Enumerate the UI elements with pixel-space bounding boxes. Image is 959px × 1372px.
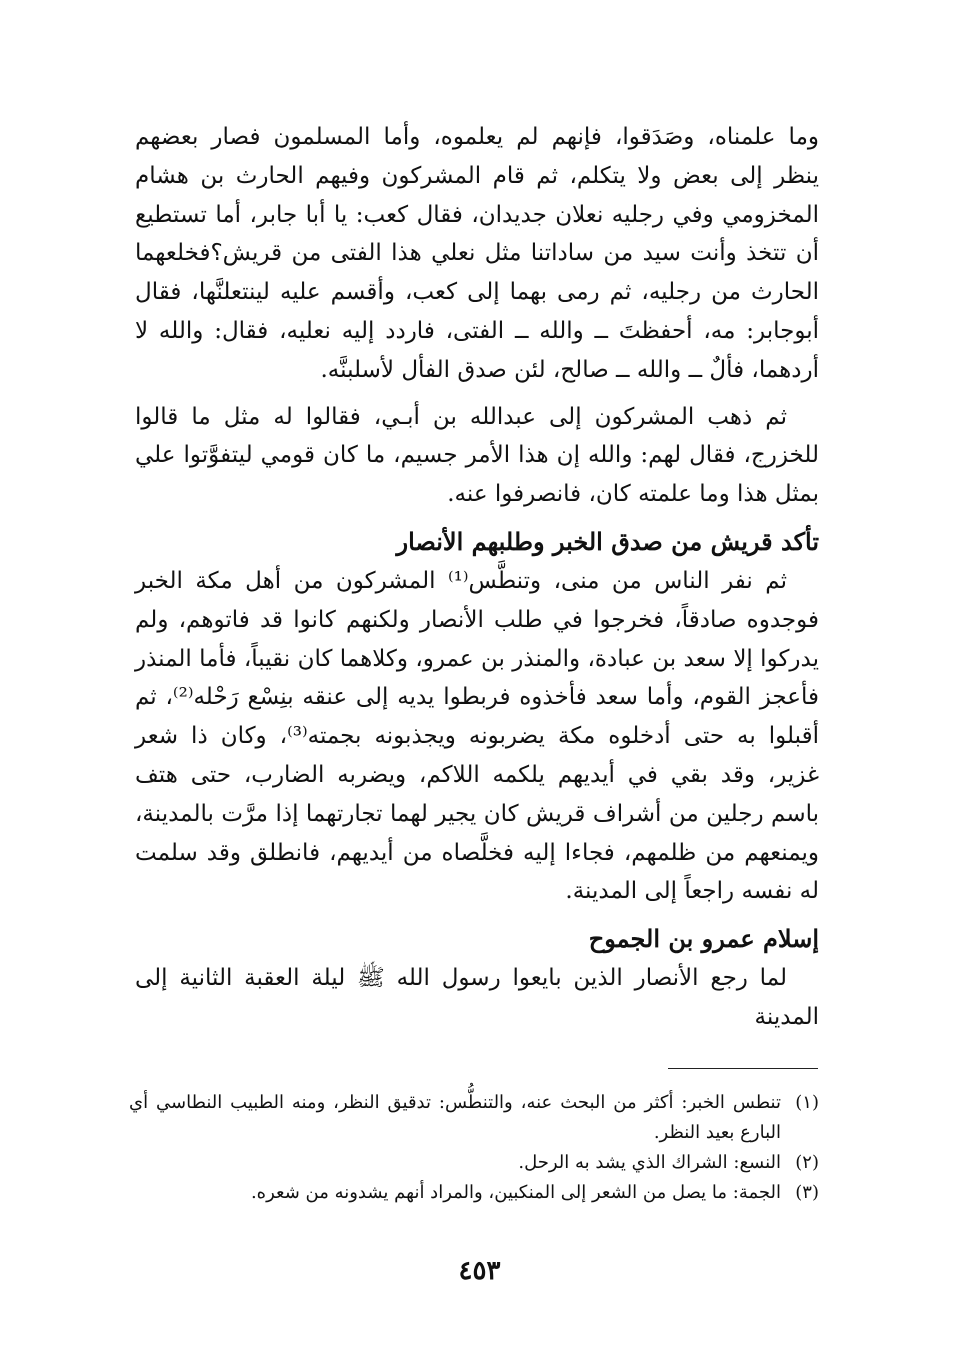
footnotes [129,1088,819,1208]
footnote-divider [668,1068,818,1069]
footnote-text: الجمة: ما يصل من الشعر إلى المنكبين، والمراد أنهم يشدونه من شعره. [250,1182,781,1203]
footnote-number: (١) [795,1092,819,1113]
section-heading-1: تأكد قريش من صدق الخبر وطلبهم الأنصار [396,526,819,556]
footnote-3 [129,1178,819,1208]
footnote-1 [129,1088,819,1148]
footnote-number: (٢) [795,1152,819,1173]
footnote-text: تنطس الخبر: أكثر من البحث عنه، والتنطُّس: تدقيق النظر، ومنه الطبيب النطاسي أي البارع بعيد النظر. [129,1092,781,1143]
paragraph-2: ثم ذهب المشركون إلى عبدالله بن أبـي، فقالوا له مثل ما قالوا للخزرج، فقال لهم: والله إن هذا الأمر جسيم، ما كان قومي ليتفوَّتوا علي بمثل هذا وما علمته كان، فانصرفوا عنه. [135,403,819,508]
footnote-number: (٣) [795,1182,819,1203]
section-heading-2: إسلام عمرو بن الجموح [588,924,819,954]
page-number: ٤٥٣ [458,1256,501,1286]
main-text [135,118,819,1037]
paragraph-3: ثم نفر الناس من منى، وتنطَّس⁽¹⁾ المشركون من أهل مكة الخبر فوجدوه صادقاً، فخرجوا في طلب الأنصار ولكنهم كانوا قد فاتوهم، ولم يدركوا إلا سعد بن عبادة، والمنذر بن عمرو، وكلاهما كان نقيباً، فأما المنذر فأعجز القوم، وأما سعد فأخذوه فربطوا يديه إلى عنقه بنِسْع رَحْله⁽²⁾، ثم أقبلوا به حتى أدخلوه مكة يضربونه ويجذبونه بجمته⁽³⁾، وكان ذا شعر غزير، وقد بقي في أيديهم يلكمه اللاكم، ويضربه الضارب، حتى هتف باسم رجلين من أشراف قريش كان يجير لهما تجارتهما إذا مرَّت بالمدينة، ويمنعهم من ظلمهم، فجاءا إليه فخلَّصاه من أيديهم، فانطلق وقد سلمت له نفسه راجعاً إلى المدينة. [135,567,819,905]
footnote-2 [129,1148,819,1178]
footnote-text: النسع: الشراك الذي يشد به الرحل. [518,1152,781,1173]
paragraph-1: وما علمناه، وصَدَقوا، فإنهم لم يعلموه، وأما المسلمون فصار بعضهم ينظر إلى بعض ولا يتكلم، ثم قام المشركون وفيهم الحارث بن هشام المخزومي وفي رجليه نعلان جديدان، فقال كعب: يا أبا جابر، أما تستطيع أن تتخذ وأنت سيد من ساداتنا مثل نعلي هذا الفتى من قريش؟فخلعهما الحارث من رجليه، ثم رمى بهما إلى كعب، وأقسم عليه لينتعلنَّها، فقال أبوجابر: مه، أحفظتَ ــ والله ــ الفتى، فاردد إليه نعليه، فقال: والله لا أردهما، فألٌ ــ والله ــ صالح، لئن صدق الفأل لأسلبنَّه. [135,124,819,383]
paragraph-4: لما رجع الأنصار الذين بايعوا رسول الله ﷺ ليلة العقبة الثانية إلى المدينة [135,965,819,1030]
